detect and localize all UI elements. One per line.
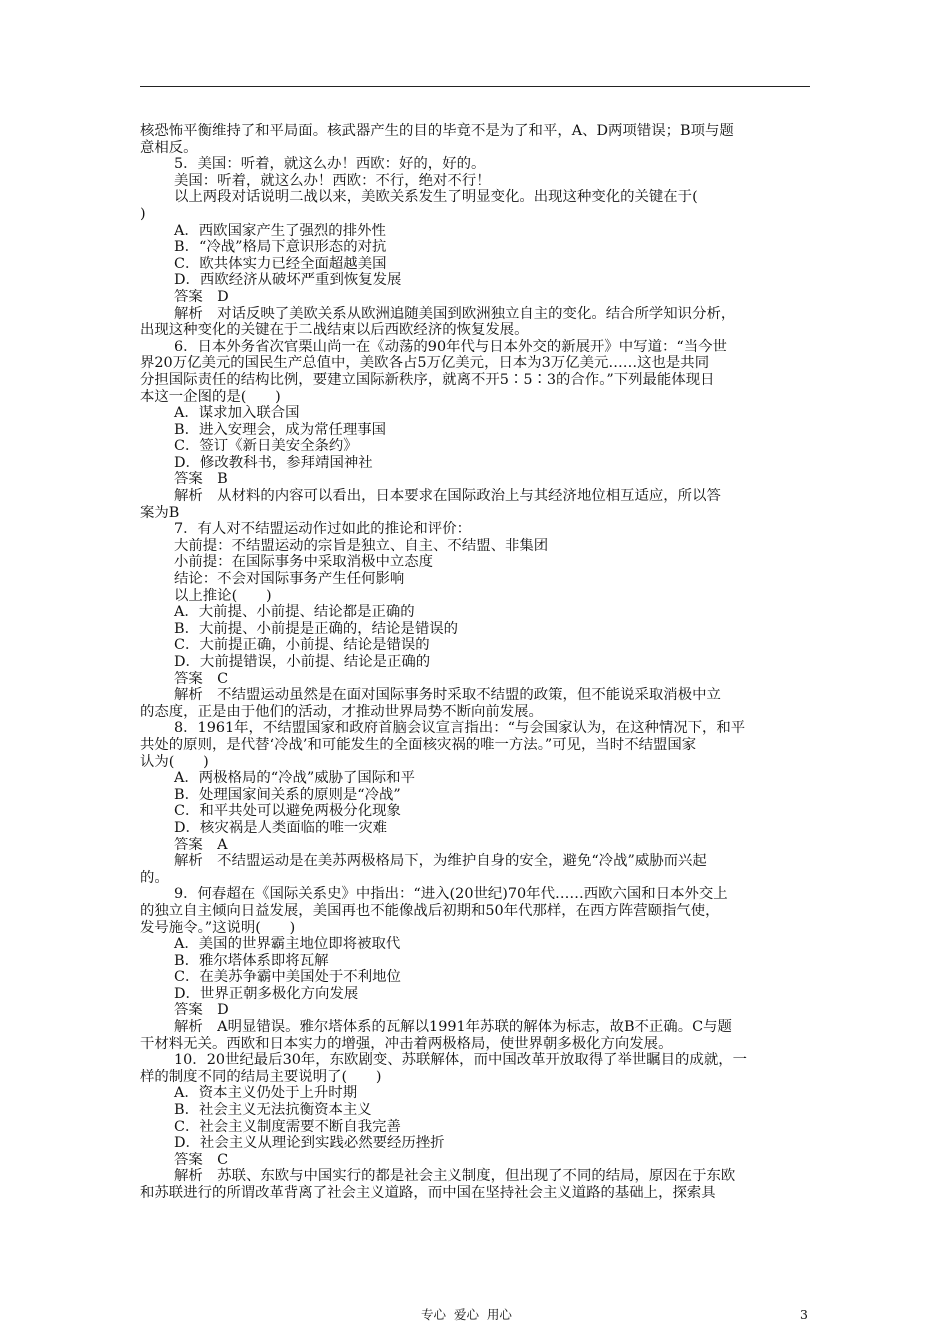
text-line: C．欧共体实力已经全面超越美国 xyxy=(174,255,387,272)
text-line: 本这一企图的是( ) xyxy=(140,388,281,405)
text-line: 解析 A明显错误。雅尔塔体系的瓦解以1991年苏联的解体为标志，故B不正确。C与题 xyxy=(174,1019,732,1036)
footer-motto: 专心 爱心 用心 xyxy=(421,1307,512,1322)
text-line: 大前提：不结盟运动的宗旨是独立、自主、不结盟、非集团 xyxy=(174,537,549,554)
text-line: 答案 B xyxy=(174,471,228,488)
text-line: 干材料无关。西欧和日本实力的增强，冲击着两极格局，使世界朝多极化方向发展。 xyxy=(140,1035,673,1052)
text-line: 意相反。 xyxy=(140,139,198,156)
text-line: 核恐怖平衡维持了和平局面。核武器产生的目的毕竟不是为了和平，A、D两项错误；B项与题 xyxy=(140,123,734,139)
text-line: D．修改教科书，参拜靖国神社 xyxy=(174,454,373,471)
text-line: C．大前提正确，小前提、结论是错误的 xyxy=(174,637,430,654)
text-line: 案为B xyxy=(140,504,180,521)
text-line: C．和平共处可以避免两极分化现象 xyxy=(174,803,401,820)
document-body xyxy=(140,123,812,1202)
text-line: D．核灾祸是人类面临的唯一灾难 xyxy=(174,819,388,836)
text-line: 发号施令。”这说明( ) xyxy=(140,919,296,936)
text-line: A．资本主义仍处于上升时期 xyxy=(174,1085,358,1102)
text-line: 答案 C xyxy=(174,670,229,687)
text-line: 界20万亿美元的国民生产总值中，美欧各占5万亿美元，日本为3万亿美元……这也是共同 xyxy=(140,355,710,372)
text-line: 9．何春超在《国际关系史》中指出：“进入(20世纪)70年代……西欧六国和日本外交上 xyxy=(174,886,728,903)
text-line: 共处的原则，是代替‘冷战’和可能发生的全面核灾祸的唯一方法。”可见，当时不结盟国家 xyxy=(140,736,697,753)
text-line: 的态度，正是由于他们的活动，才推动世界局势不断向前发展。 xyxy=(140,703,543,720)
text-line: 解析 从材料的内容可以看出，日本要求在国际政治上与其经济地位相互适应，所以答 xyxy=(174,488,721,505)
text-line: D．社会主义从理论到实践必然要经历挫折 xyxy=(174,1135,445,1152)
text-line: 结论：不会对国际事务产生任何影响 xyxy=(174,571,405,588)
text-line: A．西欧国家产生了强烈的排外性 xyxy=(174,222,386,239)
text-line: 小前提：在国际事务中采取消极中立态度 xyxy=(174,554,434,571)
text-line: 解析 不结盟运动是在美苏两极格局下，为维护自身的安全，避免“冷战”威胁而兴起 xyxy=(174,853,707,870)
text-line: 10．20世纪最后30年，东欧剧变、苏联解体，而中国改革开放取得了举世瞩目的成就，一 xyxy=(174,1052,747,1069)
text-line: 8．1961年，不结盟国家和政府首脑会议宣言指出：“与会国家认为，在这种情况下，和平 xyxy=(174,720,746,737)
text-line: 和苏联进行的所谓改革背离了社会主义道路，而中国在坚持社会主义道路的基础上，探索具 xyxy=(140,1185,716,1201)
text-line: 答案 D xyxy=(174,1002,229,1019)
text-line: B．进入安理会，成为常任理事国 xyxy=(174,421,387,438)
text-line: 的独立自主倾向日益发展，美国再也不能像战后初期和50年代那样，在西方阵营颐指气使， xyxy=(140,902,720,919)
text-line: 样的制度不同的结局主要说明了( ) xyxy=(140,1068,382,1085)
text-line: 解析 苏联、东欧与中国实行的都是社会主义制度，但出现了不同的结局，原因在于东欧 xyxy=(174,1168,736,1185)
text-line: 答案 A xyxy=(174,836,228,853)
text-line: 的。 xyxy=(140,869,169,886)
text-line: B．社会主义无法抗衡资本主义 xyxy=(174,1102,372,1119)
text-line: 美国：听着，就这么办！西欧：不行，绝对不行！ xyxy=(174,172,491,189)
text-line: C．签订《新日美安全条约》 xyxy=(174,438,358,455)
text-line: A．谋求加入联合国 xyxy=(174,405,300,422)
text-line: B．处理国家间关系的原则是“冷战” xyxy=(174,786,401,803)
text-line: 分担国际责任的结构比例，要建立国际新秩序，就离不开5∶5∶3的合作。”下列最能体现日 xyxy=(140,371,715,388)
text-line: 答案 C xyxy=(174,1151,229,1168)
text-line: D．西欧经济从破坏严重到恢复发展 xyxy=(174,272,402,289)
text-line: 以上推论( ) xyxy=(174,587,272,604)
text-line: ) xyxy=(140,205,146,222)
text-line: B．大前提、小前提是正确的，结论是错误的 xyxy=(174,620,458,637)
text-line: 答案 D xyxy=(174,288,229,305)
text-line: 5．美国：听着，就这么办！西欧：好的，好的。 xyxy=(174,156,486,173)
text-line: B．雅尔塔体系即将瓦解 xyxy=(174,952,329,969)
text-line: 认为( ) xyxy=(140,753,209,770)
text-line: A．两极格局的“冷战”威胁了国际和平 xyxy=(174,770,415,787)
text-line: B．“冷战”格局下意识形态的对抗 xyxy=(174,239,387,256)
text-line: A．美国的世界霸主地位即将被取代 xyxy=(174,936,401,953)
text-line: 解析 对话反映了美欧关系从欧洲追随美国到欧洲独立自主的变化。结合所学知识分析， xyxy=(174,305,736,322)
text-line: 7．有人对不结盟运动作过如此的推论和评价： xyxy=(174,521,471,538)
text-line: 以上两段对话说明二战以来，美欧关系发生了明显变化。出现这种变化的关键在于( xyxy=(174,189,698,206)
header-rule xyxy=(140,86,810,87)
text-line: D．世界正朝多极化方向发展 xyxy=(174,985,359,1002)
page-number: 3 xyxy=(800,1307,808,1322)
text-line: C．在美苏争霸中美国处于不利地位 xyxy=(174,969,401,986)
text-line: C．社会主义制度需要不断自我完善 xyxy=(174,1118,401,1135)
text-line: 6．日本外务省次官栗山尚一在《动荡的90年代与日本外交的新展开》中写道：“当今世 xyxy=(174,338,727,355)
text-line: 出现这种变化的关键在于二战结束以后西欧经济的恢复发展。 xyxy=(140,322,529,339)
text-line: 解析 不结盟运动虽然是在面对国际事务时采取不结盟的政策，但不能说采取消极中立 xyxy=(174,687,721,704)
text-line: D．大前提错误，小前提、结论是正确的 xyxy=(174,654,431,670)
text-line: A．大前提、小前提、结论都是正确的 xyxy=(174,604,415,621)
